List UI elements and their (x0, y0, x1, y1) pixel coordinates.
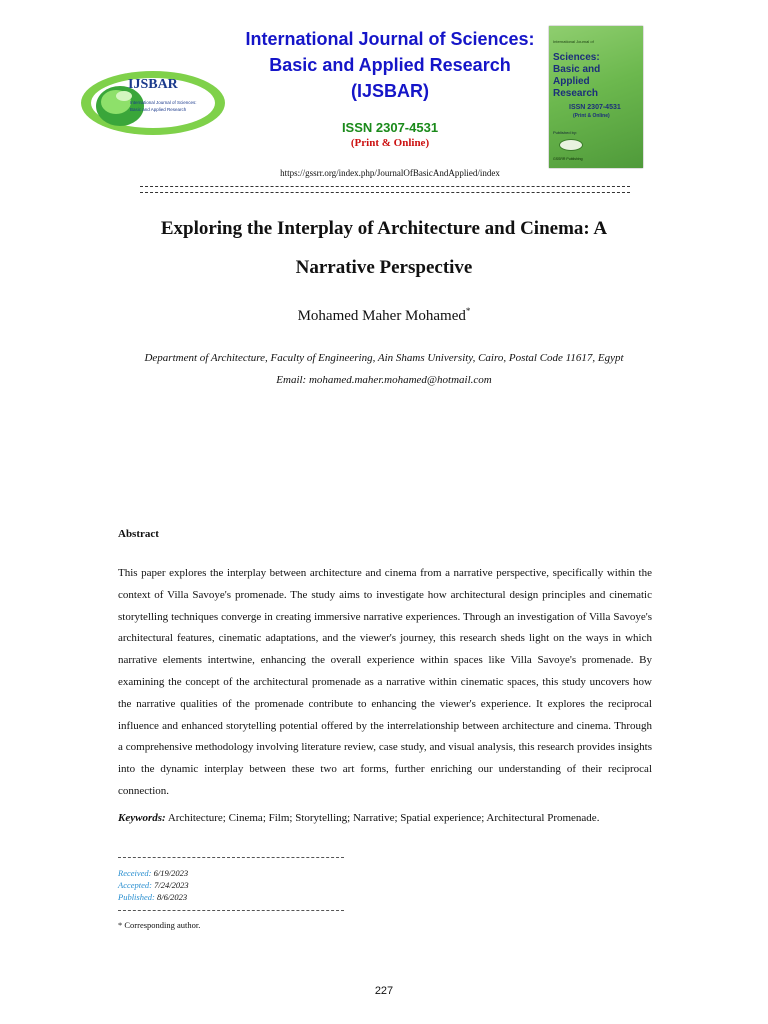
page-number: 227 (374, 985, 394, 997)
footnote-divider-top (118, 857, 344, 858)
cover-small-text: International Journal of (553, 39, 594, 44)
submission-dates (118, 867, 189, 903)
keywords (118, 812, 652, 824)
published-row (118, 891, 189, 903)
cover-title (553, 52, 639, 100)
cover-publisher: GSSRR Publishing (553, 157, 583, 161)
footnote-divider-bottom (118, 910, 344, 911)
author-mark: * (465, 306, 471, 316)
cover-title-line2: Basic and Applied (553, 64, 601, 87)
keywords-label: Keywords: (118, 812, 166, 824)
cover-issn: ISSN 2307-4531 (569, 104, 621, 111)
received-row (118, 867, 189, 879)
journal-title-line3: (IJSBAR) (350, 81, 429, 101)
cover-print-online: (Print & Online) (573, 113, 610, 119)
paper-affiliation: Department of Architecture, Faculty of Engineering, Ain Shams University, Cairo, Postal Code 11617, Egypt (144, 352, 624, 364)
logo-acronym: IJSBAR (128, 77, 178, 92)
logo-subtitle-2: Basic and Applied Research (130, 107, 187, 112)
published-date: 8/6/2023 (156, 892, 188, 902)
journal-issn: ISSN 2307-4531 (341, 120, 439, 135)
paper-author (200, 306, 568, 325)
paper-email-link[interactable]: Email: mohamed.maher.mohamed@hotmail.com (276, 374, 492, 386)
cover-published-by: Published by: (553, 130, 578, 135)
received-date: 6/19/2023 (153, 868, 189, 878)
cover-publisher-logo-icon (559, 139, 583, 151)
ijsbar-logo (80, 70, 226, 136)
header-divider (140, 186, 630, 193)
abstract-text: This paper explores the interplay between architecture and cinema from a narrative perspective, specifically within the context of Villa Savoye's promenade. The study aims to investigate how architectural design principles and cinematic storytelling techniques converge in creating immersive narrative experiences. Through an investigation of Villa Savoye's architectural features, cinematic adaptations, and the viewer's journey, this research sheds light on the ways in which narrative elements intertwine, enhancing the overall experience within spaces like Villa Savoye's promenade. By examining the concept of the architectural promenade as a narrative within cinematic spaces, this study uncovers how the narrative qualities of the promenade contribute to enhancing the viewer's experience. It explores the reciprocal influence and enhanced storytelling potential offered by the interrelationship between architecture and cinema. Through a comprehensive methodology involving literature review, case study, and visual analysis, this research provides insights into the dynamic interplay between these two art forms, further enriching our understanding of their reciprocal connection. (118, 567, 652, 797)
published-label: Published: (118, 892, 155, 902)
journal-cover-image (549, 26, 643, 168)
author-name: Mohamed Maher Mohamed (297, 308, 466, 324)
abstract-heading: Abstract (118, 528, 159, 540)
paper-title (110, 209, 658, 287)
accepted-row (118, 879, 189, 891)
journal-title-line1: International Journal of Sciences: (245, 29, 535, 49)
accepted-date: 7/24/2023 (154, 880, 189, 890)
cover-title-line1: Sciences: (553, 52, 600, 63)
paper-title-line1: Exploring the Interplay of Architecture and Cinema: A (160, 218, 608, 239)
keywords-text: Architecture; Cinema; Film; Storytelling; Narrative; Spatial experience; Architectural Promenade. (167, 812, 600, 824)
paper-title-line2: Narrative Perspective (295, 257, 473, 278)
journal-print-online: (Print & Online) (350, 137, 430, 149)
logo-subtitle-1: International Journal of Sciences: (130, 100, 197, 105)
corresponding-author-note: * Corresponding author. (118, 920, 201, 930)
cover-title-line3: Research (553, 88, 599, 99)
received-label: Received: (118, 868, 152, 878)
journal-url-link[interactable]: https://gssrr.org/index.php/JournalOfBasicAndApplied/index (280, 168, 500, 178)
journal-title-line2: Basic and Applied Research (269, 55, 511, 75)
accepted-label: Accepted: (118, 880, 152, 890)
